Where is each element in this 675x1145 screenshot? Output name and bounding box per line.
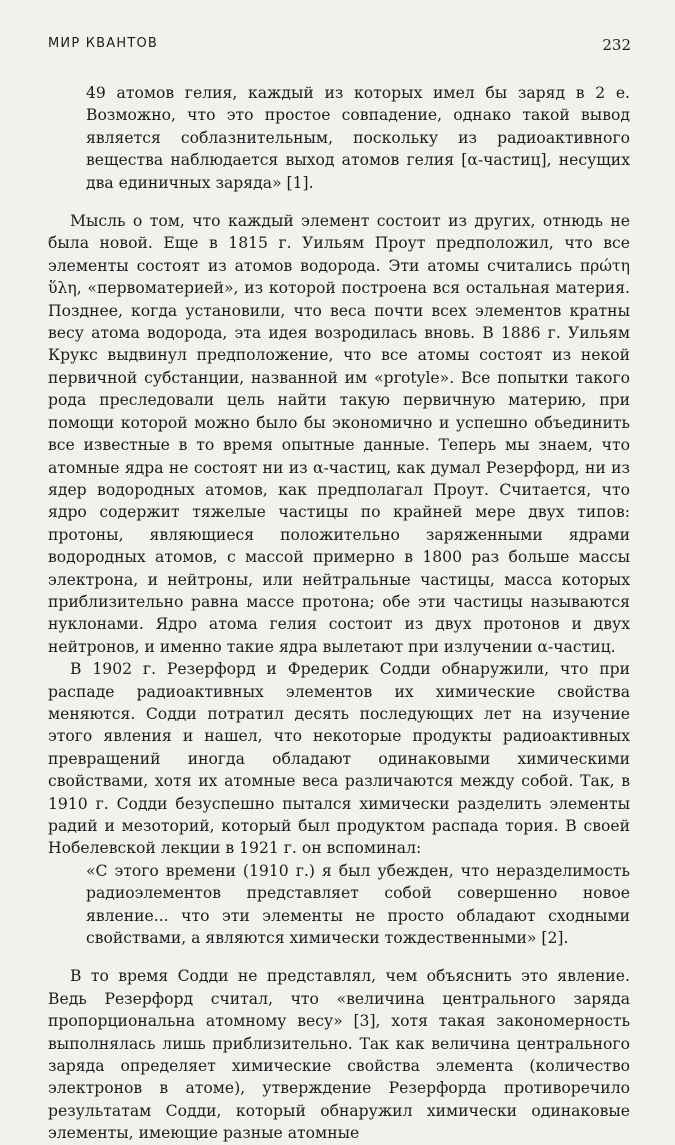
paragraph: В 1902 г. Резерфорд и Фредерик Содди обнаружили, что при распаде радиоактивных элементов их химические свойства меняются. Содди потратил десять последующих лет на изучение этого явления и нашел, что некоторые продукты радиоактивных превращений иногда обладают одинаковыми химическими свойствами, хотя их атомные веса различаются между собой. Так, в 1910 г. Содди безуспешно пытался химически разделить элементы радий и мезоторий, который был продуктом распада тория. В своей Нобелевской лекции в 1921 г. он вспоминал: <box>48 660 630 858</box>
paragraph: Мысль о том, что каждый элемент состоит из других, отнюдь не была новой. Еще в 1815 г. Уильям Проут предположил, что все элементы состоят из атомов водорода. Эти атомы считались πρώτη ὕλη, «первоматерией», из которой построена вся остальная материя. Позднее, когда установили, что веса почти всех элементов кратны весу атома водорода, эта идея возродилась вновь. В 1886 г. Уильям Крукс выдвинул предположение, что все атомы состоят из некой первичной субстанции, названной им «protyle». Все попытки такого рода преследовали цель найти такую первичную материю, при помощи которой можно было бы экономично и успешно объединить все известные в то время опытные данные. Теперь мы знаем, что атомные ядра не состоят ни из α-частиц, как думал Резерфорд, ни из ядер водородных атомов, как предполагал Проут. Считается, что ядро содержит тяжелые частицы по крайней мере двух типов: протоны, являющиеся положительно заряженными ядрами водородных атомов, с массой примерно в 1800 раз больше массы электрона, и нейтроны, или нейтральные частицы, масса которых приблизительно равна массе протона; обе эти частицы называются нуклонами. Ядро атома гелия состоит из двух протонов и двух нейтронов, и именно такие ядра вылетают при излучении α-частиц. <box>48 212 630 656</box>
block-quote: «С этого времени (1910 г.) я был убежден, что неразделимость радиоэлементов представляет собой совершенно новое явление... что эти элементы не просто обладают сходными свойствами, а являются химически тождественными» [2]. <box>86 861 630 948</box>
page-header <box>48 36 631 60</box>
page-number: 232 <box>602 36 631 54</box>
page-body <box>48 82 630 1145</box>
running-title: МИР КВАНТОВ <box>48 36 159 51</box>
paragraph: В то время Содди не представлял, чем объяснить это явление. Ведь Резерфорд считал, что «величина центрального заряда пропорциональна атомному весу» [3], хотя такая закономерность выполнялась лишь приблизительно. Так как величина центрального заряда определяет химические свойства элемента (количество электронов в атоме), утверждение Резерфорда противоречило результатам Содди, который обнаружил химически одинаковые элементы, имеющие разные атомные <box>48 967 630 1143</box>
block-quote: 49 атомов гелия, каждый из которых имел бы заряд в 2 e. Возможно, что это простое совпадение, однако такой вывод является соблазнительным, поскольку из радиоактивного вещества наблюдается выход атомов гелия [α-частиц], несущих два единичных заряда» [1]. <box>86 84 630 192</box>
